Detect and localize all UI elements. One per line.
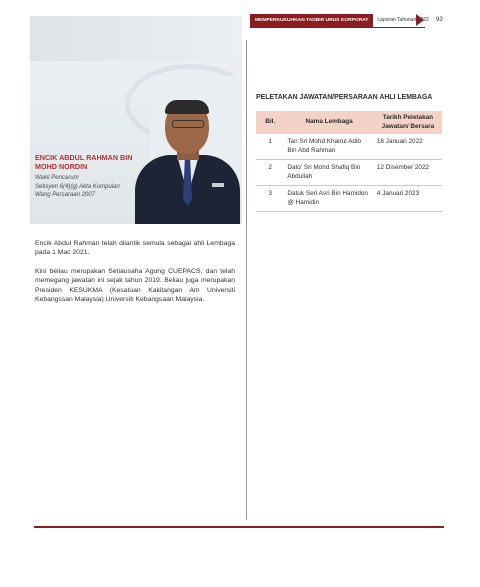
portrait-hair: [165, 100, 209, 114]
background-stripe: [30, 16, 242, 61]
header-report-title: Laporan Tahunan 2022: [373, 14, 432, 27]
header-divider: [250, 27, 425, 28]
row-bil: 1: [256, 134, 284, 160]
row-bil: 2: [256, 160, 284, 186]
column-header-bil: Bil.: [256, 111, 284, 134]
footer-divider: [34, 526, 444, 528]
portrait-badge: [212, 183, 224, 187]
row-date: 16 Januari 2022: [374, 134, 442, 160]
column-header-name: Nama Lembaga: [284, 111, 374, 134]
row-name: Dato’ Sri Mohd Shafiq Bin Abdullah: [284, 160, 374, 186]
table-row: [256, 160, 442, 186]
member-portrait: [130, 100, 240, 224]
member-name: ENCIK ABDUL RAHMAN BIN MOHD NORDIN: [35, 153, 133, 171]
portrait-glasses: [172, 120, 204, 128]
table-row: [256, 186, 442, 212]
page-number: 93: [436, 17, 443, 23]
row-date: 4 Januari 2023: [374, 186, 442, 212]
header-section-title: MEMPERKUKUHKAN TADBIR URUS KORPORAT: [250, 14, 373, 27]
column-header-date: Tarikh Peletakan Jawatan/ Bersara: [374, 111, 442, 134]
row-name: Datuk Seri Asri Bin Hamidon @ Hamidin: [284, 186, 374, 212]
header-arrow-icon: [416, 14, 424, 26]
column-divider: [246, 40, 247, 520]
table-header-row: [256, 111, 442, 134]
resignation-table: [256, 111, 442, 212]
row-name: Tan Sri Mohd Khairul Adib Bin Abd Rahman: [284, 134, 374, 160]
table-title: PELETAKAN JAWATAN/PERSARAAN AHLI LEMBAGA: [256, 94, 433, 101]
row-date: 12 Disember 2022: [374, 160, 442, 186]
table-row: [256, 134, 442, 160]
bio-paragraph-1: Encik Abdul Rahman telah dilantik semula sebagai ahli Lembaga pada 1 Mac 2021.: [35, 239, 235, 257]
header-band: [250, 14, 428, 27]
bio-paragraph-2: Kini beliau merupakan Setiausaha Agung CUEPACS, dan telah memegang jawatan ini sejak tahun 2019. Beliau juga merupakan Presiden KESUKMA (Kesatuan Kakitangan Am Universiti Kebangssan Malaysia) Universiti Kebangsaan Malaysia.: [35, 267, 235, 304]
member-act-section: Seksyen 6(4)(g) Akta Kumpulan Wang Persaraan 2007: [35, 184, 120, 198]
member-role: Wakil Pencarum: [35, 175, 79, 181]
row-bil: 3: [256, 186, 284, 212]
